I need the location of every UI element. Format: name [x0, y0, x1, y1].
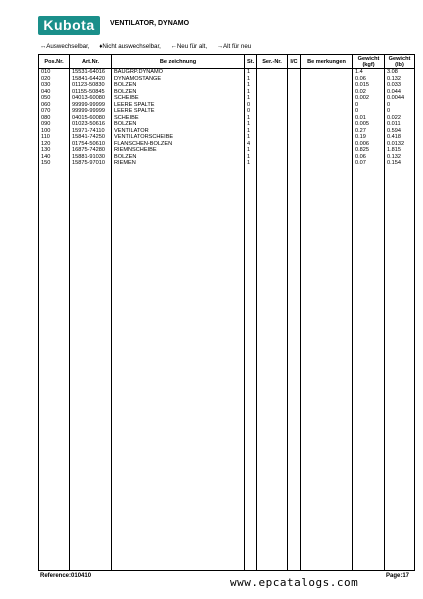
table-cell: 0	[245, 108, 257, 115]
table-cell: BOLZEN	[112, 89, 245, 96]
table-cell: 1	[245, 95, 257, 102]
table-cell: 010	[39, 69, 70, 76]
table-cell: 0.005	[353, 121, 385, 128]
table-cell	[112, 167, 245, 571]
table-cell: 100	[39, 128, 70, 135]
table-cell	[257, 69, 288, 76]
table-cell: 0.0044	[385, 95, 415, 102]
table-cell: 0.011	[385, 121, 415, 128]
table-cell	[245, 167, 257, 571]
table-cell	[301, 69, 353, 76]
reference-number: Reference:010410	[40, 573, 92, 579]
table-cell: VENTILATORSCHEIBE	[112, 134, 245, 141]
table-cell: 020	[39, 76, 70, 83]
table-cell: 01754-50610	[70, 141, 112, 148]
table-cell: 030	[39, 82, 70, 89]
table-cell: DYNAMOSTANGE	[112, 76, 245, 83]
table-cell: 1	[245, 154, 257, 161]
table-cell: 140	[39, 154, 70, 161]
table-cell: BOLZEN	[112, 121, 245, 128]
table-cell: LEERE SPALTE	[112, 102, 245, 109]
col-header: Be merkungen	[301, 55, 353, 69]
table-cell: 15971-74110	[70, 128, 112, 135]
table-cell: 0	[353, 102, 385, 109]
table-cell: 0.594	[385, 128, 415, 135]
table-cell: 110	[39, 134, 70, 141]
table-cell: RIEMEN	[112, 160, 245, 167]
table-cell: 0	[245, 102, 257, 109]
table-cell: 1.815	[385, 147, 415, 154]
legend-item: ♦Nicht auswechselbar,	[99, 43, 161, 50]
table-cell: 0.0132	[385, 141, 415, 148]
table-cell	[353, 167, 385, 571]
table-cell: 99999-99999	[70, 102, 112, 109]
table-cell: 040	[39, 89, 70, 96]
table-cell: 150	[39, 160, 70, 167]
table-cell: 0.06	[353, 76, 385, 83]
table-cell: 0	[385, 108, 415, 115]
table-cell: 060	[39, 102, 70, 109]
table-cell: 1	[245, 76, 257, 83]
table-cell	[385, 167, 415, 571]
col-header: Gewicht (kgf)	[353, 55, 385, 69]
table-cell: 16875-74280	[70, 147, 112, 154]
table-cell: FLANSCHEN-BOLZEN	[112, 141, 245, 148]
table-cell: 1.4	[353, 69, 385, 76]
table-cell	[301, 167, 353, 571]
watermark: www.epcatalogs.com	[230, 576, 359, 589]
legend-item: →Alt für neu	[216, 43, 252, 50]
table-cell: 1	[245, 160, 257, 167]
table-cell: 0.825	[353, 147, 385, 154]
table-cell	[288, 69, 301, 76]
col-header: Art.Nr.	[70, 55, 112, 69]
table-cell: 1	[245, 115, 257, 122]
table-cell: LEERE SPALTE	[112, 108, 245, 115]
table-header-row	[39, 55, 415, 69]
table-cell: 0.015	[353, 82, 385, 89]
page-number: Page:17	[386, 573, 410, 579]
table-row	[39, 69, 415, 76]
table-cell: 0.07	[353, 160, 385, 167]
table-cell: SCHEIBE	[112, 95, 245, 102]
table-cell: 0.01	[353, 115, 385, 122]
table-cell: 050	[39, 95, 70, 102]
table-cell: 15841-64420	[70, 76, 112, 83]
table-cell: 0.19	[353, 134, 385, 141]
col-header: Gewicht (lb)	[385, 55, 415, 69]
table-cell: 070	[39, 108, 70, 115]
table-cell: 4	[245, 141, 257, 148]
table-cell: 1	[245, 128, 257, 135]
table-cell: 0.154	[385, 160, 415, 167]
table-cell: 0.006	[353, 141, 385, 148]
kubota-logo: Kubota	[38, 16, 100, 35]
table-cell: SCHEIBE	[112, 115, 245, 122]
table-filler-row	[39, 167, 415, 571]
legend-item: ↔Auswechselbar,	[40, 43, 90, 50]
legend-item: ←Neu für alt,	[170, 43, 208, 50]
table-cell: 0.418	[385, 134, 415, 141]
table-cell: 3.08	[385, 69, 415, 76]
table-cell: 0.27	[353, 128, 385, 135]
table-cell: 120	[39, 141, 70, 148]
table-cell: 0.044	[385, 89, 415, 96]
table-cell: 15841-74250	[70, 134, 112, 141]
table-cell: RIEMNSCHEIBE	[112, 147, 245, 154]
table-cell	[288, 167, 301, 571]
table-cell: 99999-99999	[70, 108, 112, 115]
table-cell: VENTILATOR	[112, 128, 245, 135]
table-cell: 15531-64016	[70, 69, 112, 76]
table-cell: 0.06	[353, 154, 385, 161]
table-cell: BAUGRP.DYNAMO	[112, 69, 245, 76]
table-cell: 1	[245, 121, 257, 128]
table-cell: BOLZEN	[112, 82, 245, 89]
table-cell: 0.002	[353, 95, 385, 102]
table-cell: 15875-97010	[70, 160, 112, 167]
table-cell: 1	[245, 147, 257, 154]
table-cell: 0.132	[385, 154, 415, 161]
col-header: Pos.Nr.	[39, 55, 70, 69]
table-cell: BOLZEN	[112, 154, 245, 161]
col-header: I/C	[288, 55, 301, 69]
parts-table	[38, 54, 415, 571]
col-header: St.	[245, 55, 257, 69]
table-cell: 1	[245, 69, 257, 76]
table-cell: 01023-50616	[70, 121, 112, 128]
page-title: VENTILATOR, DYNAMO	[110, 20, 190, 27]
table-cell: 15881-91030	[70, 154, 112, 161]
table-cell: 0.132	[385, 76, 415, 83]
table-cell: 1	[245, 82, 257, 89]
table-cell: 1	[245, 89, 257, 96]
table-cell: 01123-50830	[70, 82, 112, 89]
table-cell: 01155-50845	[70, 89, 112, 96]
table-cell	[39, 167, 70, 571]
table-cell: 0	[385, 102, 415, 109]
table-cell: 080	[39, 115, 70, 122]
table-cell: 0.022	[385, 115, 415, 122]
table-cell: 090	[39, 121, 70, 128]
table-cell: 04013-60080	[70, 95, 112, 102]
table-cell	[257, 167, 288, 571]
col-header: Ser.-Nr.	[257, 55, 288, 69]
table-cell: 0.033	[385, 82, 415, 89]
table-cell	[70, 167, 112, 571]
legend	[40, 43, 259, 50]
table-cell: 04015-60080	[70, 115, 112, 122]
table-cell: 0	[353, 108, 385, 115]
table-cell: 0.02	[353, 89, 385, 96]
table-cell: 1	[245, 134, 257, 141]
table-cell: 130	[39, 147, 70, 154]
col-header: Be zeichnung	[112, 55, 245, 69]
